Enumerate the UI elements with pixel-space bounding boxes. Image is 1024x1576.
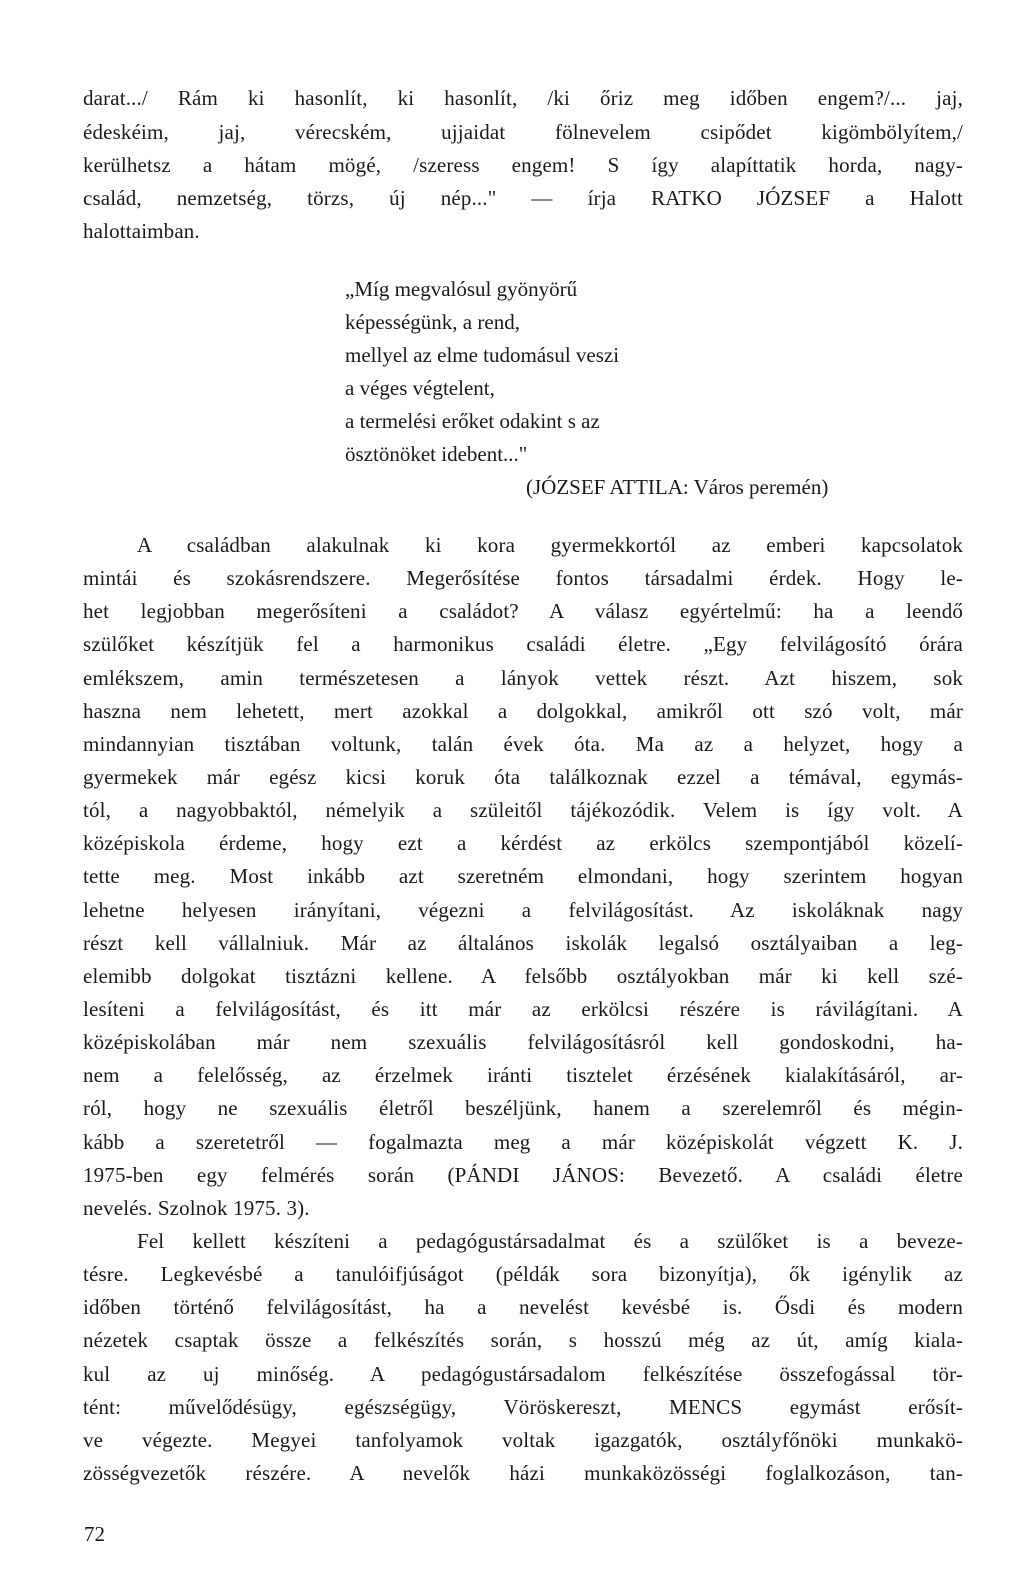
poem-line: ösztönöket idebent..." <box>345 442 528 466</box>
para2-line: kul az uj minőség. A pedagógustársadalom felkészítése összefogással tör- <box>83 1362 963 1386</box>
para1-line: mintái és szokásrendszere. Megerősítése fontos társadalmi érdek. Hogy le- <box>83 566 963 590</box>
para1-line: elemibb dolgokat tisztázni kellene. A felsőbb osztályokban már ki kell szé- <box>83 964 963 988</box>
intro-line: halottaimban. <box>83 219 200 243</box>
para1-line: nevelés. Szolnok 1975. 3). <box>83 1196 310 1220</box>
para2-line: Fel kellett készíteni a pedagógustársadalmat és a szülőket is a beveze- <box>137 1229 963 1253</box>
page-number: 72 <box>84 1522 105 1546</box>
intro-line: darat.../ Rám ki hasonlít, ki hasonlít, /ki őriz meg időben engem?/... jaj, <box>83 86 963 110</box>
para2-line: ve végezte. Megyei tanfolyamok voltak igazgatók, osztályfőnöki munkakö- <box>83 1428 963 1452</box>
poem-line: „Míg megvalósul gyönyörű <box>345 277 578 301</box>
para1-line: szülőket készítjük fel a harmonikus családi életre. „Egy felvilágosító órára <box>83 632 963 656</box>
para1-line: emlékszem, amin természetesen a lányok vettek részt. Azt hiszem, sok <box>83 666 963 690</box>
intro-line: kerülhetsz a hátam mögé, /szeress engem! S így alapíttatik horda, nagy- <box>83 153 963 177</box>
para1-line: középiskolában már nem szexuális felvilágosításról kell gondoskodni, ha- <box>83 1030 963 1054</box>
poem-line: mellyel az elme tudomásul veszi <box>345 343 620 367</box>
para1-line: A családban alakulnak ki kora gyermekkortól az emberi kapcsolatok <box>137 533 963 557</box>
poem-line: képességünk, a rend, <box>345 310 520 334</box>
para1-line: gyermekek már egész kicsi koruk óta találkoznak ezzel a témával, egymás- <box>83 765 963 789</box>
para2-line: zösségvezetők részére. A nevelők házi munkaközösségi foglalkozáson, tan- <box>83 1461 963 1485</box>
poem-line: a véges végtelent, <box>345 376 495 400</box>
poem-source: (JÓZSEF ATTILA: Város peremén) <box>526 475 829 499</box>
para1-line: het legjobban megerősíteni a családot? A válasz egyértelmű: ha a leendő <box>83 599 963 623</box>
para1-line: kább a szeretetről — fogalmazta meg a már középiskolát végzett K. J. <box>83 1130 963 1154</box>
para2-line: tént: művelődésügy, egészségügy, Vöröskereszt, MENCS egymást erősít- <box>83 1395 963 1419</box>
intro-line: család, nemzetség, törzs, új nép..." — írja RATKO JÓZSEF a Halott <box>83 186 963 210</box>
para1-line: tól, a nagyobbaktól, némelyik a szüleitől tájékozódik. Velem is így volt. A <box>83 798 963 822</box>
para1-line: lehetne helyesen irányítani, végezni a felvilágosítást. Az iskoláknak nagy <box>83 898 963 922</box>
para1-line: 1975-ben egy felmérés során (PÁNDI JÁNOS: Bevezető. A családi életre <box>83 1163 963 1187</box>
para1-line: lesíteni a felvilágosítást, és itt már az erkölcsi részére is rávilágítani. A <box>83 997 963 1021</box>
para1-line: mindannyian tisztában voltunk, talán évek óta. Ma az a helyzet, hogy a <box>83 732 963 756</box>
para2-line: időben történő felvilágosítást, ha a nevelést kevésbé is. Ősdi és modern <box>83 1295 963 1319</box>
para2-line: tésre. Legkevésbé a tanulóifjúságot (példák sora bizonyítja), ők igénylik az <box>83 1262 963 1286</box>
para1-line: haszna nem lehetett, mert azokkal a dolgokkal, amikről ott szó volt, már <box>83 699 963 723</box>
poem-line: a termelési erőket odakint s az <box>345 409 600 433</box>
para1-line: ról, hogy ne szexuális életről beszéljünk, hanem a szerelemről és mégin- <box>83 1096 963 1120</box>
para1-line: tette meg. Most inkább azt szeretném elmondani, hogy szerintem hogyan <box>83 864 963 888</box>
para1-line: nem a felelősség, az érzelmek iránti tisztelet érzésének kialakításáról, ar- <box>83 1063 963 1087</box>
intro-line: édeskéim, jaj, vérecském, ujjaidat fölnevelem csipődet kigömbölyítem,/ <box>83 120 963 144</box>
para1-line: részt kell vállalniuk. Már az általános iskolák legalsó osztályaiban a leg- <box>83 931 963 955</box>
para1-line: középiskola érdeme, hogy ezt a kérdést az erkölcs szempontjából közelí- <box>83 831 963 855</box>
para2-line: nézetek csaptak össze a felkészítés során, s hosszú még az út, amíg kiala- <box>83 1328 963 1352</box>
